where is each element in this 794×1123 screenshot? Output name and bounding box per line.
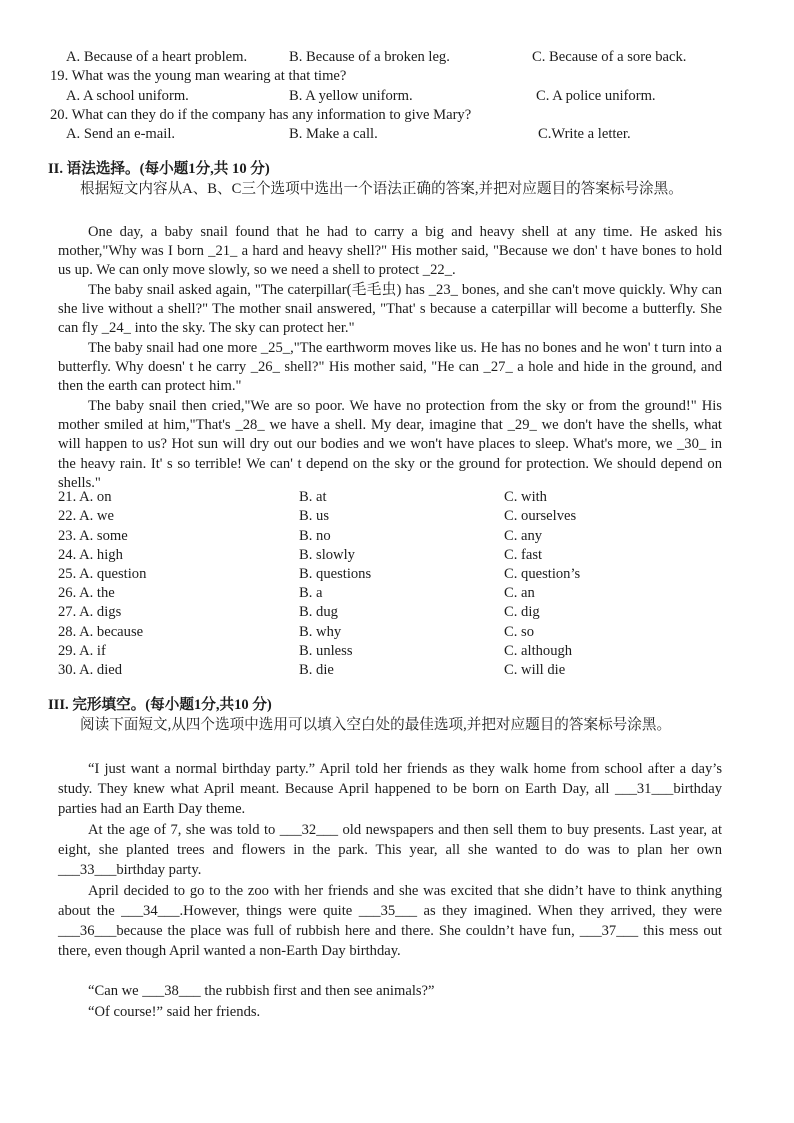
cloze-paragraph: April decided to go to the zoo with her friends and she was excited that she didn’t have to think anything about the ___34___.However, things were quite ___35___ as they imagined. When they arrived, they were ___36___because the place was full of rubbish here and there. She couldn’t have fun, ___37___ this mess out there, even though April wanted a non-Earth Day birthday. [58, 883, 722, 959]
option-a: 29. A. if [58, 643, 106, 659]
question-row [0, 584, 794, 603]
option-c: C. A police uniform. [536, 88, 656, 104]
option-c: C. any [504, 528, 543, 544]
question-row [0, 565, 794, 584]
option-c: C. fast [504, 547, 543, 563]
option-c: C. ourselves [504, 508, 577, 524]
option-b: B. dug [299, 604, 338, 620]
section-3-title: III. 完形填空。(每小题1分,共10 分) [48, 697, 272, 713]
option-a: 21. A. on [58, 489, 112, 505]
section-2-instruction: 根据短文内容从A、B、C三个选项中选出一个语法正确的答案,并把对应题目的答案标号涂黑。 [80, 181, 683, 197]
q19-options [0, 87, 794, 106]
option-b: B. why [299, 624, 342, 640]
option-c: C. although [504, 643, 573, 659]
option-c: C. will die [504, 662, 566, 678]
option-b: B. no [299, 528, 331, 544]
option-c: C. dig [504, 604, 540, 620]
option-b: B. Because of a broken leg. [289, 49, 450, 65]
cloze-paragraph: “Of course!” said her friends. [88, 1004, 261, 1020]
option-b: B. Make a call. [289, 126, 378, 142]
option-a: 25. A. question [58, 566, 147, 582]
cloze-paragraph: At the age of 7, she was told to ___32___ old newspapers and then sell them to buy presents. Last year, at eight, she planted trees and flowers in the park. This year, all she wanted to do was to plan her own ___33___birthday party. [58, 822, 722, 878]
question-row [0, 661, 794, 680]
cloze-paragraph: “Can we ___38___ the rubbish first and then see animals?” [88, 983, 435, 999]
question-row [0, 603, 794, 622]
question-row [0, 527, 794, 546]
question-row [0, 488, 794, 507]
option-a: 26. A. the [58, 585, 115, 601]
option-b: B. die [299, 662, 334, 678]
option-b: B. a [299, 585, 323, 601]
option-b: B. at [299, 489, 327, 505]
q20-question: 20. What can they do if the company has any information to give Mary? [50, 107, 472, 123]
option-b: B. A yellow uniform. [289, 88, 413, 104]
option-b: B. questions [299, 566, 372, 582]
option-b: B. slowly [299, 547, 355, 563]
question-row [0, 642, 794, 661]
option-b: B. unless [299, 643, 353, 659]
option-a: A. Because of a heart problem. [66, 49, 248, 65]
option-a: 24. A. high [58, 547, 123, 563]
passage-paragraph: The baby snail then cried,"We are so poor. We have no protection from the sky or from the ground!" His mother smiled at him,"That's _28_ we have a shell. My dear, imagine that _29_ we don't have the shells, what will happen to us? Hot sun will dry out our bodies and we won't have places to sleep. What's more, we _30_ in the heavy rain. It' s so terrible! We can' t depend on the sky or the ground for protection. We should depend on shells." [58, 398, 722, 491]
option-a: 23. A. some [58, 528, 128, 544]
question-row [0, 623, 794, 642]
option-a: A. A school uniform. [66, 88, 189, 104]
q19-question: 19. What was the young man wearing at that time? [50, 68, 347, 84]
option-a: 30. A. died [58, 662, 123, 678]
option-c: C. Because of a sore back. [532, 49, 687, 65]
option-c: C. so [504, 624, 535, 640]
passage-paragraph: The baby snail had one more _25_,"The earthworm moves like us. He has no bones and he won' t turn into a butterfly. Why doesn' t he carry _26_ shell?" His mother said, "He can _27_ a hole and hide in the ground, and then the earth can protect him." [58, 340, 722, 395]
option-c: C. an [504, 585, 535, 601]
option-a: A. Send an e-mail. [66, 126, 176, 142]
question-row [0, 507, 794, 526]
q20-options [0, 125, 794, 144]
option-a: 28. A. because [58, 624, 144, 640]
option-b: B. us [299, 508, 330, 524]
q18-options [0, 48, 794, 67]
passage-paragraph: The baby snail asked again, "The caterpillar(毛毛虫) has _23_ bones, and she can't move quickly. Why can she live without a shell?" The mother snail answered, "That' s because a caterpillar will become a butterfly. She can fly _24_ into the sky. The sky can protect her." [58, 282, 722, 337]
option-a: 22. A. we [58, 508, 114, 524]
section-3-instruction: 阅读下面短文,从四个选项中选用可以填入空白处的最佳选项,并把对应题目的答案标号涂黑。 [80, 717, 672, 733]
option-a: 27. A. digs [58, 604, 122, 620]
section-2-title: II. 语法选择。(每小题1分,共 10 分) [48, 161, 270, 177]
option-c: C.Write a letter. [538, 126, 631, 142]
question-row [0, 546, 794, 565]
option-c: C. with [504, 489, 547, 505]
cloze-paragraph: “I just want a normal birthday party.” April told her friends as they walk home from school after a day’s study. They knew what April meant. Because April happened to be born on Earth Day, all ___31___birthday parties had an Earth Day theme. [58, 761, 722, 817]
passage-paragraph: One day, a baby snail found that he had to carry a big and heavy shell at any time. He asked his mother,"Why was I born _21_ a hard and heavy shell?" His mother said, "Because we don' t have bones to hold us up. We can only move slowly, so we need a shell to protect _22_. [58, 224, 722, 279]
option-c: C. question’s [504, 566, 581, 582]
